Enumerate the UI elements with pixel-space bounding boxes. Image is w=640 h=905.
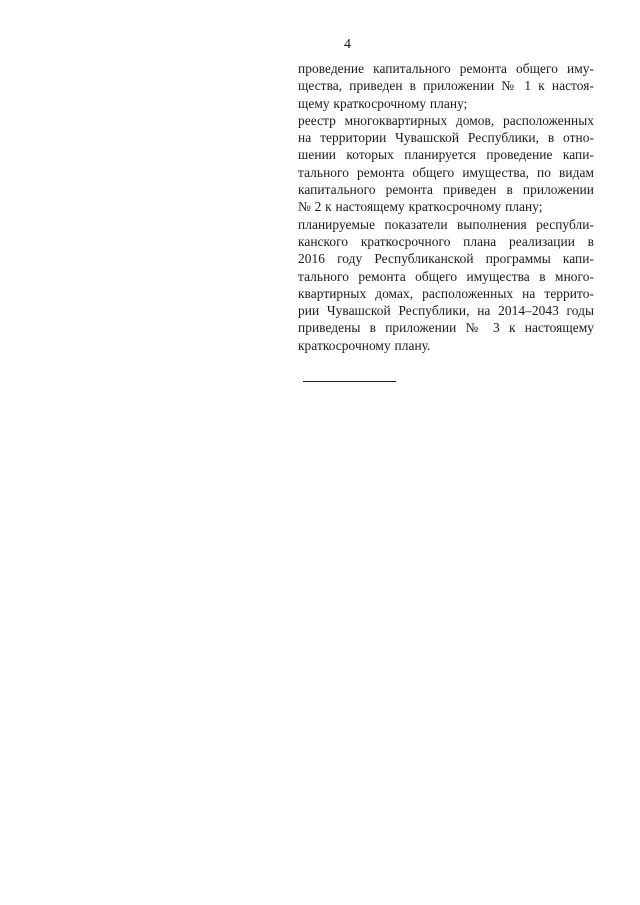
text-line: квартирных домах, расположенных на террито- xyxy=(298,285,594,301)
text-line: № 2 к настоящему краткосрочному плану; xyxy=(298,199,543,215)
text-line: проведение капитального ремонта общего иму- xyxy=(298,61,594,76)
text-line: на территории Чувашской Республики, в отно- xyxy=(298,130,594,146)
text-line: щества, приведен в приложении № 1 к настоя- xyxy=(298,78,594,94)
document-body xyxy=(298,60,594,354)
text-line: капитального ремонта приведен в приложении xyxy=(298,182,594,198)
text-line: краткосрочному плану. xyxy=(298,337,431,353)
end-of-document-rule xyxy=(303,381,396,382)
page-number: 4 xyxy=(344,37,351,52)
text-line: 2016 году Республиканской программы капи- xyxy=(298,251,594,267)
text-line: приведены в приложении № 3 к настоящему xyxy=(298,320,594,336)
text-line: рии Чувашской Республики, на 2014–2043 годы xyxy=(298,303,594,319)
text-line: тального ремонта общего имущества, по видам xyxy=(298,164,594,180)
paragraph-annex-3 xyxy=(298,216,594,354)
paragraph-annex-1 xyxy=(298,60,594,112)
text-line: канского краткосрочного плана реализации в xyxy=(298,233,594,249)
text-line: реестр многоквартирных домов, расположенных xyxy=(298,112,594,128)
text-line: шении которых планируется проведение капи- xyxy=(298,147,594,163)
text-line: тального ремонта общего имущества в много- xyxy=(298,268,594,284)
text-line: планируемые показатели выполнения республи- xyxy=(298,216,594,232)
paragraph-annex-2 xyxy=(298,112,594,216)
text-line: щему краткосрочному плану; xyxy=(298,95,468,111)
